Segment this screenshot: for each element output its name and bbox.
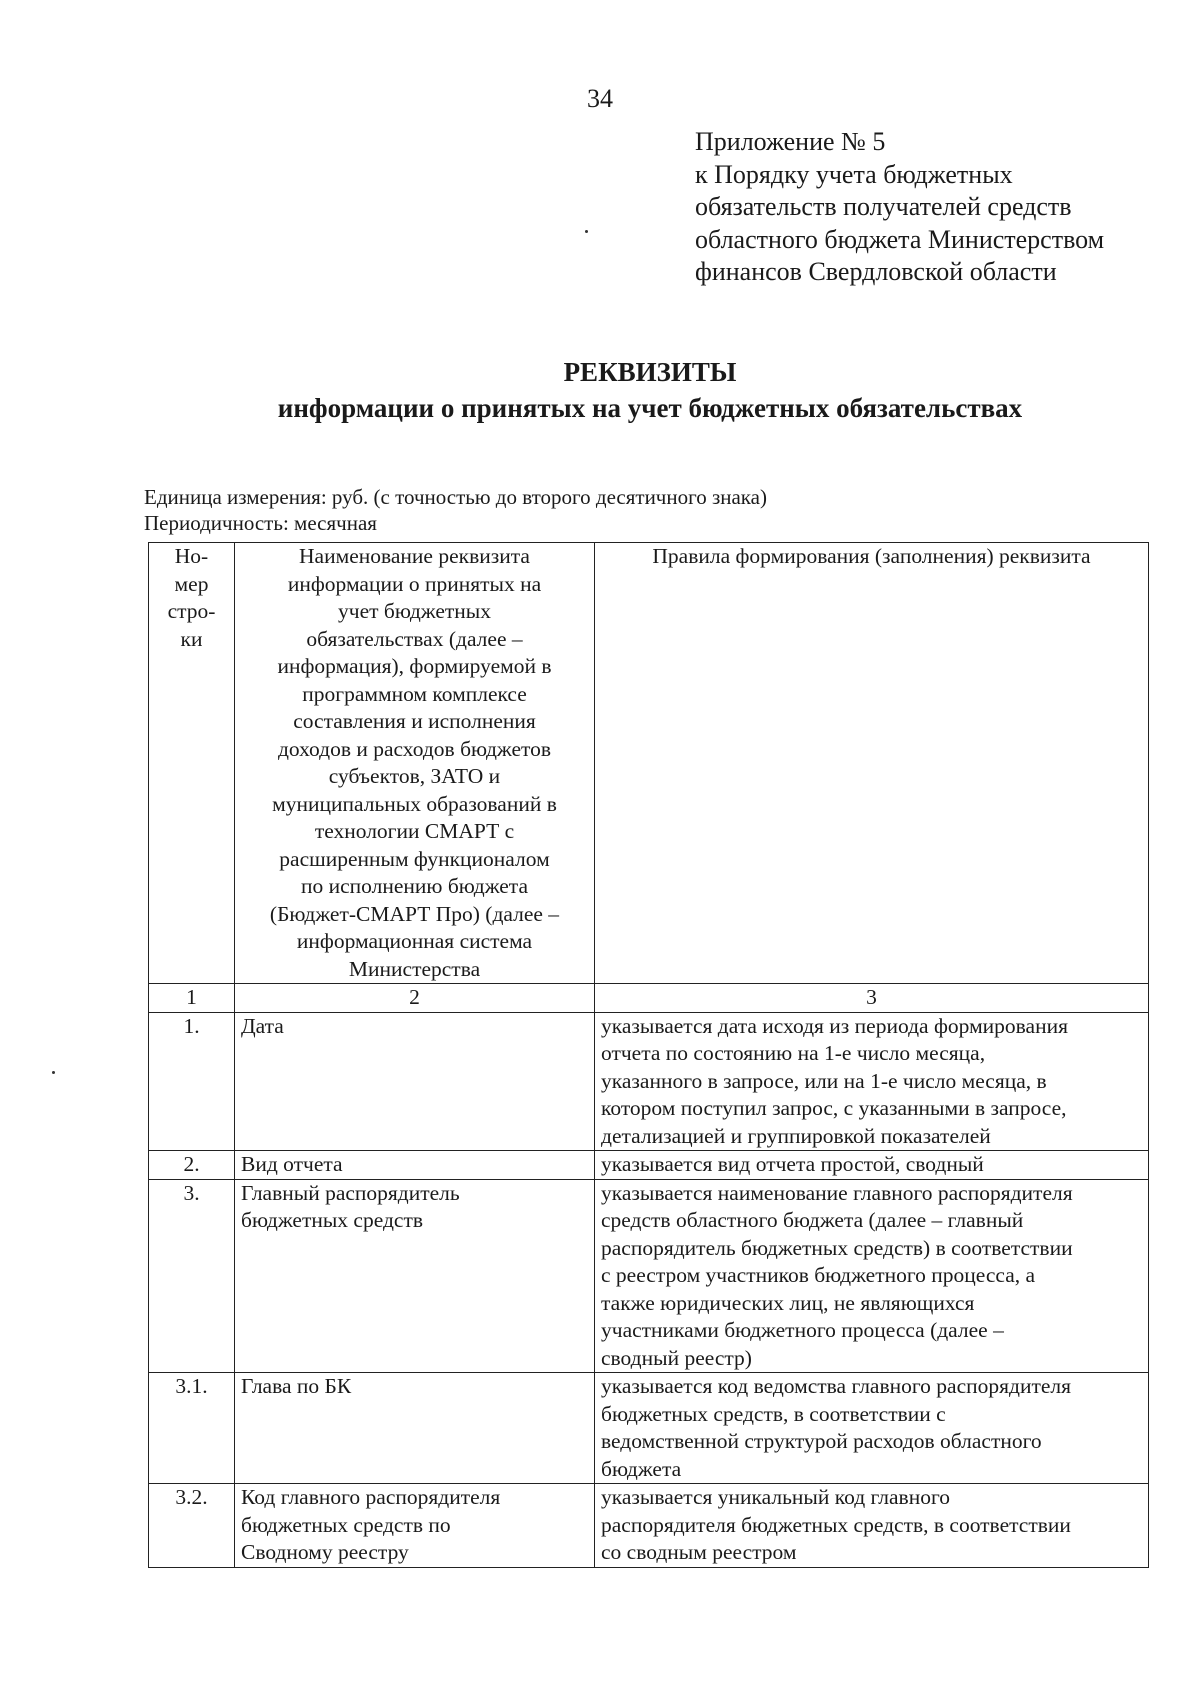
cell-line: Код главного распорядителя <box>241 1485 501 1509</box>
cell-line: информации о принятых на <box>287 571 542 596</box>
cell-line: доходов и расходов бюджетов <box>277 736 552 761</box>
row-name <box>235 1151 595 1180</box>
cell-line: Главный распорядитель <box>241 1180 460 1205</box>
cell-line: бюджетных средств <box>241 1208 424 1232</box>
table-row <box>149 1179 1149 1373</box>
cell-line: указывается вид отчета простой, сводный <box>601 1152 984 1176</box>
table-row <box>149 1151 1149 1180</box>
document-title <box>0 354 1200 426</box>
cell-line: (Бюджет-СМАРТ Про) (далее – <box>269 901 560 926</box>
header-cell-name <box>235 543 595 984</box>
cell-line: Наименование реквизита <box>299 544 530 568</box>
row-number: 2. <box>149 1151 235 1180</box>
cell-line: обязательствах (далее – <box>306 626 523 651</box>
cell-line: отчета по состоянию на 1-е число месяца, <box>601 1041 986 1065</box>
cell-line: участниками бюджетного процесса (далее – <box>601 1318 1004 1342</box>
scan-speck <box>52 1071 55 1074</box>
cell-line: субъектов, ЗАТО и <box>328 764 501 788</box>
row-name <box>235 1484 595 1568</box>
cell-line: также юридических лиц, не являющихся <box>601 1290 975 1315</box>
table-row <box>149 1373 1149 1484</box>
table-row <box>149 1012 1149 1151</box>
table-header-row <box>149 543 1149 984</box>
scan-speck <box>585 230 588 233</box>
cell-line: Но- <box>174 544 209 568</box>
requisites-table <box>148 542 1149 1568</box>
appendix-line: обязательств получателей средств <box>695 192 1072 221</box>
appendix-line: областного бюджета Министерством <box>695 224 1105 254</box>
row-number: 1. <box>149 1012 235 1151</box>
cell-line: Правила формирования (заполнения) реквизита <box>652 544 1091 568</box>
cell-line: Министерства <box>348 956 481 981</box>
cell-line: котором поступил запрос, с указанными в запросе, <box>601 1096 1067 1120</box>
cell-line: составления и исполнения <box>293 709 536 733</box>
cell-line: расширенным функционалом <box>279 846 550 871</box>
cell-line: распорядитель бюджетных средств) в соответствии <box>601 1235 1073 1260</box>
cell-line: Сводному реестру <box>241 1540 409 1564</box>
cell-line: Вид отчета <box>241 1152 343 1176</box>
cell-line: информационная система <box>296 929 533 953</box>
cell-line: муниципальных образований в <box>272 791 557 816</box>
row-rule <box>595 1151 1149 1180</box>
row-number: 3. <box>149 1179 235 1373</box>
cell-line: указывается код ведомства главного распорядителя <box>601 1374 1072 1398</box>
title-line-1: РЕКВИЗИТЫ <box>563 357 737 387</box>
cell-line: указывается дата исходя из периода формирования <box>601 1013 1068 1038</box>
row-number: 3.2. <box>149 1484 235 1568</box>
cell-line: учет бюджетных <box>338 599 491 623</box>
row-rule <box>595 1179 1149 1373</box>
row-name <box>235 1179 595 1373</box>
row-number: 3.1. <box>149 1373 235 1484</box>
cell-line: с реестром участников бюджетного процесса, а <box>601 1263 1036 1287</box>
cell-line: распорядителя бюджетных средств, в соответствии <box>601 1512 1071 1537</box>
cell-line: указывается уникальный код главного <box>601 1485 950 1509</box>
cell-line: бюджета <box>601 1456 682 1481</box>
table-row <box>149 1484 1149 1568</box>
column-number: 2 <box>235 984 595 1013</box>
cell-line: Глава по БК <box>241 1374 352 1398</box>
cell-line: информация), формируемой в <box>277 654 552 678</box>
cell-line: стро- <box>167 599 216 623</box>
cell-line: указанного в запросе, или на 1-е число месяца, в <box>601 1068 1047 1093</box>
row-name <box>235 1373 595 1484</box>
cell-line: средств областного бюджета (далее – главный <box>601 1208 1024 1232</box>
row-name <box>235 1012 595 1151</box>
column-numbers-row <box>149 984 1149 1013</box>
cell-line: Дата <box>241 1013 284 1038</box>
cell-line: бюджетных средств, в соответствии с <box>601 1401 946 1426</box>
cell-line: программном комплексе <box>302 681 527 706</box>
cell-line: бюджетных средств по <box>241 1512 451 1537</box>
cell-line: со сводным реестром <box>601 1540 797 1564</box>
appendix-block <box>695 126 1175 289</box>
unit-line: Единица измерения: руб. (с точностью до второго десятичного знака) <box>144 485 767 509</box>
periodicity-line: Периодичность: месячная <box>144 511 377 535</box>
header-cell-number <box>149 543 235 984</box>
column-number: 3 <box>595 984 1149 1013</box>
page-number: 34 <box>587 84 613 113</box>
cell-line: указывается наименование главного распорядителя <box>601 1180 1073 1205</box>
header-cell-rule <box>595 543 1149 984</box>
column-number: 1 <box>149 984 235 1013</box>
cell-line: ведомственной структурой расходов областного <box>601 1429 1042 1453</box>
title-line-2: информации о принятых на учет бюджетных обязательствах <box>277 393 1023 423</box>
appendix-line: Приложение № 5 <box>695 127 886 156</box>
row-rule <box>595 1373 1149 1484</box>
cell-line: сводный реестр) <box>601 1345 752 1370</box>
cell-line: технологии СМАРТ с <box>314 819 515 843</box>
cell-line: по исполнению бюджета <box>300 874 529 898</box>
cell-line: мер <box>174 571 209 596</box>
cell-line: детализацией и группировкой показателей <box>601 1123 991 1148</box>
appendix-line: финансов Свердловской области <box>695 257 1057 286</box>
cell-line: ки <box>180 626 203 651</box>
row-rule <box>595 1484 1149 1568</box>
appendix-line: к Порядку учета бюджетных <box>695 159 1013 189</box>
table-meta <box>144 484 1144 536</box>
row-rule <box>595 1012 1149 1151</box>
